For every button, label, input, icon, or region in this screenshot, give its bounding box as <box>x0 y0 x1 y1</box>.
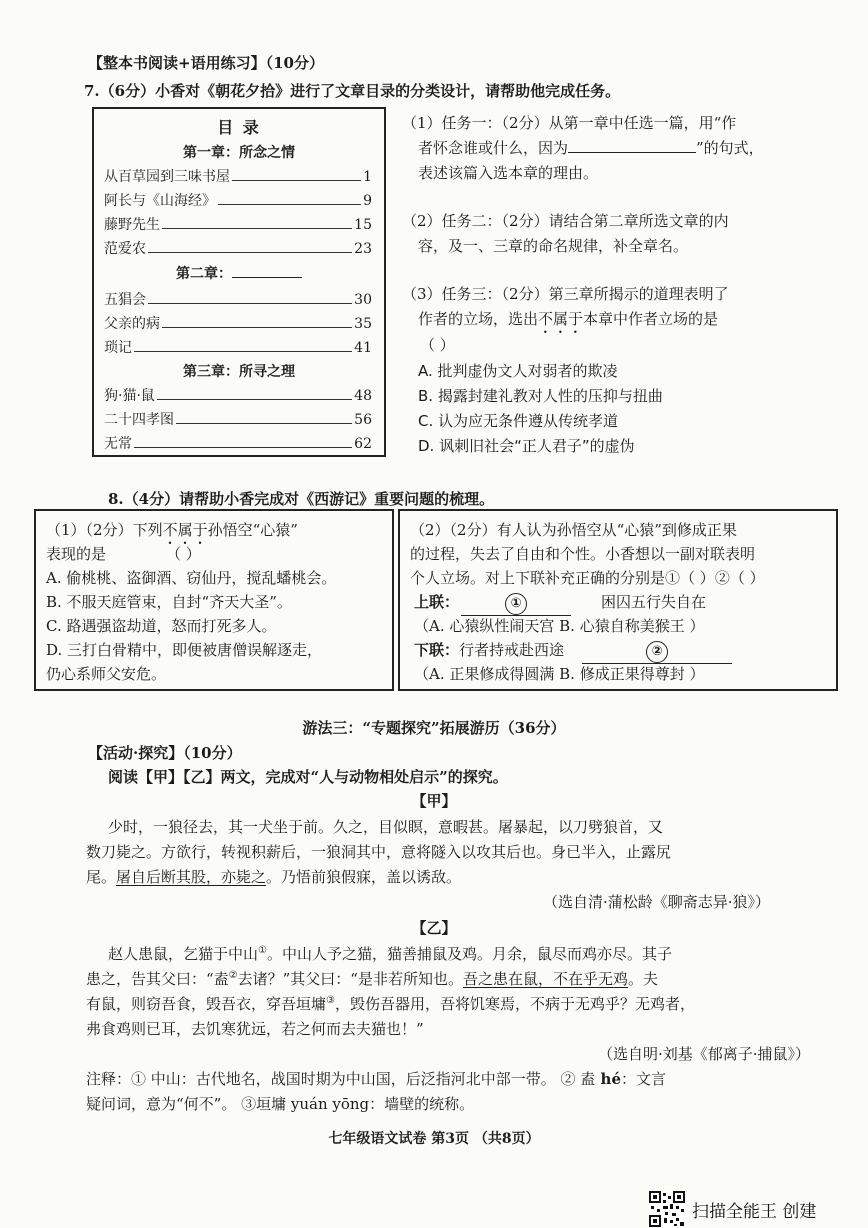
toc-row: 琐记 41 <box>104 340 372 356</box>
scanner-text: 扫描全能王 创建 <box>692 1201 817 1222</box>
toc-title: 目 录 <box>217 118 261 137</box>
toc-chapter-2: 第二章： <box>176 263 302 283</box>
upper-couplet-options[interactable]: （A. 心猿纵性闹天宫 B. 心猿自称美猴王 ） <box>414 617 705 635</box>
q8-2-line-3: 个人立场。对上下联补充正确的分别是①（ ）②（ ） <box>410 569 765 587</box>
upper-couplet-blank[interactable] <box>461 593 571 616</box>
q8-2-line-2: 的过程，失去了自由和个性。小香想以一副对联表明 <box>410 545 756 563</box>
task-3-line-2: 作者的立场，选出不属于本章中作者立场的是 <box>418 310 719 328</box>
toc-box <box>92 107 386 457</box>
jia-source: （选自清·蒲松龄《聊斋志异·狼》） <box>542 893 770 911</box>
jia-line-3: 尾。屠自后断其股，亦毙之。乃悟前狼假寐，盖以诱敌。 <box>86 868 462 886</box>
q8-1-line-1: （1）（2分）下列不属于孙悟空“心猿” <box>46 521 298 539</box>
task-2-line-1: （2）任务二：（2分）请结合第二章所选文章的内 <box>402 212 729 230</box>
q7-option-c[interactable]: C. 认为应无条件遵从传统孝道 <box>418 412 619 430</box>
notes-line-2: 疑问词，意为“何不”。 ③垣墉 yuán yōng：墙壁的统称。 <box>86 1095 475 1113</box>
section-header: 【整本书阅读+语用练习】（10分） <box>88 54 324 72</box>
q8-1-option-d[interactable]: D. 三打白骨精中，即便被唐僧误解逐走， <box>46 641 323 659</box>
blank-marker-2: ② <box>646 641 668 663</box>
task-3-answer-paren[interactable]: （ ） <box>420 336 455 354</box>
task-2-line-2: 容，及一、三章的命名规律，补全章名。 <box>418 237 689 255</box>
lower-couplet: 下联：行者持戒赴西途 ② <box>414 639 732 664</box>
q8-1-line-2: 表现的是 （ ） <box>46 545 201 563</box>
toc-chapter-1: 第一章：所念之情 <box>183 145 295 161</box>
lower-couplet-blank[interactable] <box>582 641 732 664</box>
yi-line-1: 赵人患鼠，乞猫于中山①。中山人予之猫，猫善捕鼠及鸡。月余，鼠尽而鸡亦尽。其子 <box>108 945 672 963</box>
chapter-2-blank[interactable] <box>232 277 302 278</box>
method-3-title: 游法三：“专题探究”拓展游历（36分） <box>302 719 566 737</box>
toc-row: 阿长与《山海经》 9 <box>104 193 372 209</box>
toc-row: 范爱农 23 <box>104 241 372 257</box>
yi-source: （选自明·刘基《郁离子·捕鼠》） <box>597 1045 810 1063</box>
q8-1-answer-paren[interactable]: （ ） <box>166 545 201 563</box>
toc-chapter-3: 第三章：所寻之理 <box>183 364 295 380</box>
reading-instruction: 阅读【甲】【乙】两文，完成对“人与动物相处启示”的探究。 <box>108 768 508 786</box>
activity-title: 【活动·探究】（10分） <box>88 744 242 762</box>
toc-row: 二十四孝图 56 <box>104 412 372 428</box>
yi-line-2: 患之，告其父曰：“盍②去诸？”其父曰：“是非若所知也。吾之患在鼠，不在乎无鸡。夫 <box>86 970 659 988</box>
passage-yi-label: 【乙】 <box>411 919 457 937</box>
task-3-line-1: （3）任务三：（2分）第三章所揭示的道理表明了 <box>402 285 729 303</box>
jia-line-2: 数刀毙之。方欲行，转视积薪后，一狼洞其中，意将隧入以攻其后也。身已半入，止露尻 <box>86 843 672 861</box>
upper-couplet: 上联： ① 困囚五行失自在 <box>414 591 706 616</box>
toc-row: 从百草园到三味书屋 1 <box>104 169 372 185</box>
q8-2-line-1: （2）（2分）有人认为孙悟空从“心猿”到修成正果 <box>410 521 737 539</box>
toc-row: 藤野先生 15 <box>104 217 372 233</box>
q8-right-box <box>398 509 838 691</box>
qr-code-icon <box>648 1190 686 1228</box>
task-1-blank[interactable] <box>568 152 696 153</box>
q8-1-option-a[interactable]: A. 偷桃桃、盗御酒、窃仙丹，搅乱蟠桃会。 <box>46 569 337 587</box>
toc-row: 五猖会 30 <box>104 292 372 308</box>
toc-row: 父亲的病 35 <box>104 316 372 332</box>
jia-line-1: 少时，一狼径去，其一犬坐于前。久之，目似瞑，意暇甚。屠暴起，以刀劈狼首，又 <box>108 818 664 836</box>
q8-left-box <box>34 509 394 691</box>
lower-couplet-options[interactable]: （A. 正果修成得圆满 B. 修成正果得尊封 ） <box>414 665 705 683</box>
q8-1-option-d-cont: 仍心系师父安危。 <box>46 665 167 683</box>
page-footer: 七年级语文试卷 第3页 （共8页） <box>328 1131 540 1147</box>
q8-2-answer-2[interactable]: （ ） <box>729 569 765 587</box>
q7-stem: 7.（6分）小香对《朝花夕拾》进行了文章目录的分类设计，请帮助他完成任务。 <box>84 82 621 100</box>
task-1-line-2: 者怀念谁或什么，因为 ”的句式， <box>418 139 764 157</box>
toc-row: 狗·猫·鼠 48 <box>104 388 372 404</box>
q8-2-answer-1[interactable]: （ ） <box>680 569 715 587</box>
yi-line-4: 弗食鸡则已耳，去饥寒犹远，若之何而去夫猫也！” <box>86 1020 424 1038</box>
task-1-line-3: 表述该篇入选本章的理由。 <box>418 164 599 182</box>
notes-line-1: 注释：① 中山：古代地名，战国时期为中山国，后泛指河北中部一带。 ② 盍 hé：文言 <box>86 1070 666 1088</box>
blank-marker-1: ① <box>505 593 527 615</box>
scanner-watermark <box>648 1190 816 1228</box>
yi-line-3: 有鼠，则窃吾食，毁吾衣，穿吾垣墉③，毁伤吾器用，吾将饥寒焉，不病于无鸡乎？无鸡者， <box>86 995 695 1013</box>
q8-1-option-b[interactable]: B. 不服天庭管束，自封“齐天大圣”。 <box>46 593 292 611</box>
q7-option-a[interactable]: A. 批判虚伪文人对弱者的欺凌 <box>418 362 618 380</box>
passage-jia-label: 【甲】 <box>411 792 457 810</box>
task-1-line-1: （1）任务一：（2分）从第一章中任选一篇，用“作 <box>402 114 737 132</box>
q7-option-b[interactable]: B. 揭露封建礼教对人性的压抑与扭曲 <box>418 387 663 405</box>
q8-stem: 8.（4分）请帮助小香完成对《西游记》重要问题的梳理。 <box>108 490 495 508</box>
q8-1-option-c[interactable]: C. 路遇强盗劫道，怒而打死多人。 <box>46 617 277 635</box>
toc-row: 无常 62 <box>104 436 372 452</box>
q7-option-d[interactable]: D. 讽刺旧社会“正人君子”的虚伪 <box>418 437 635 455</box>
